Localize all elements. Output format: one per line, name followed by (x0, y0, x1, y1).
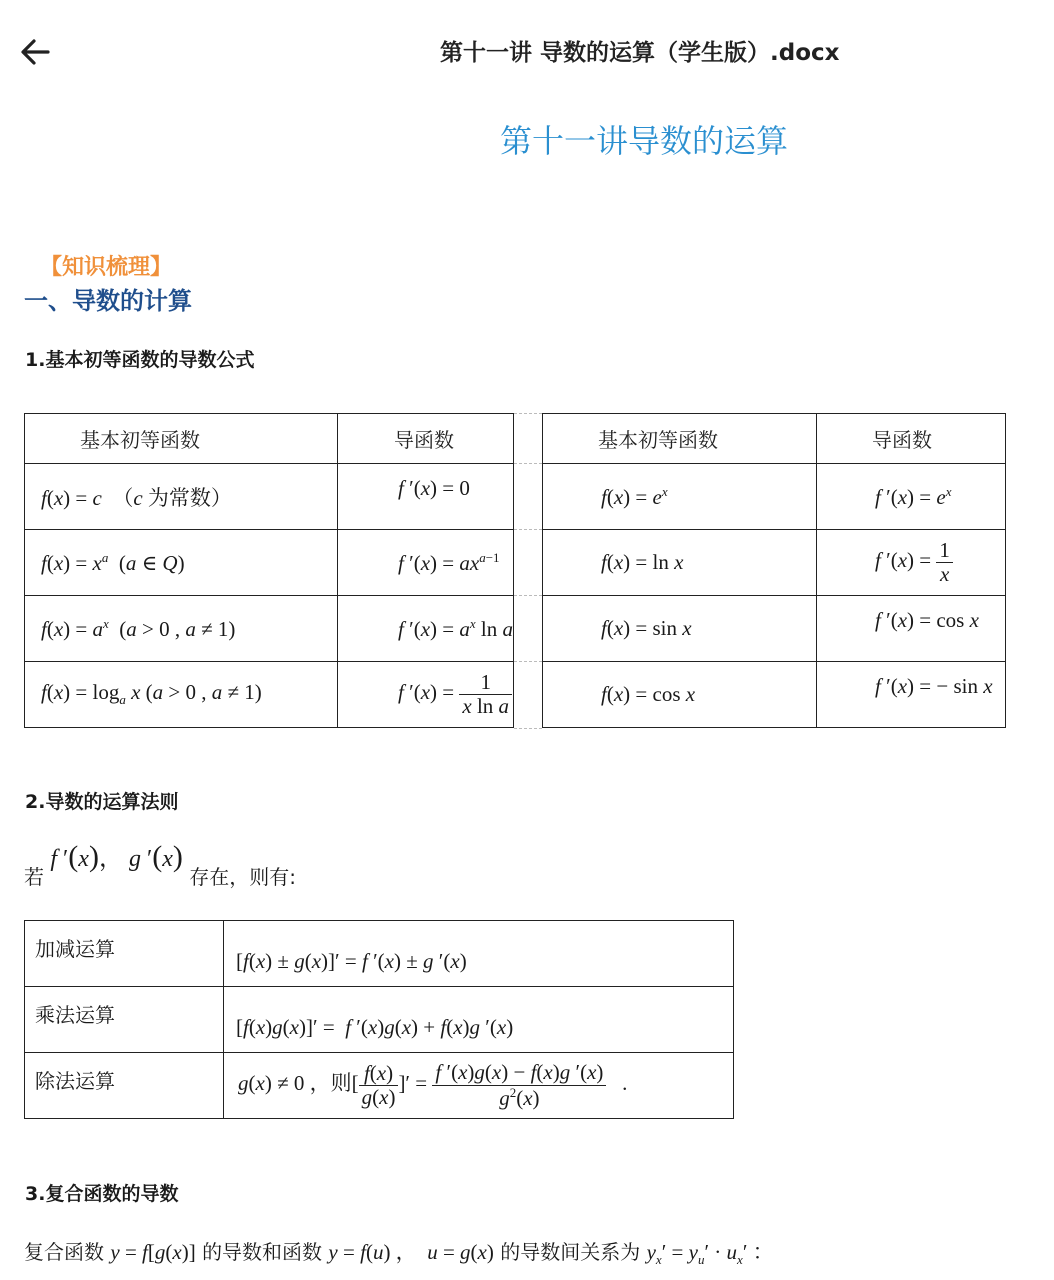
table-cell: f ′(x) = cos x (817, 596, 1006, 662)
table-header: 导函数 (817, 414, 1006, 464)
rule-name: 加减运算 (25, 921, 224, 987)
rule-formula: g(x) ≠ 0 ，则[ $\frac{f(x)}{g(x)}$ ]′ = $\frac{f '(x)g(x) - f(x)g '(x)}{g^2(x)}$ . (224, 1053, 734, 1119)
table-cell: f(x) = ln x (543, 530, 817, 596)
table-cell: $f(x) = x^a$ (a ∈ Q) (25, 530, 338, 596)
table-cell: $f(x) = \log_a x$ (a > 0 , a ≠ 1) (25, 662, 338, 728)
table-cell: f ′(x) = 0 (338, 464, 514, 530)
section-tag: 【知识梳理】 (40, 255, 173, 280)
composite-text-a: 复合函数 (24, 1240, 104, 1264)
rule-name: 除法运算 (25, 1053, 224, 1119)
table-cell: f(x) = sin x (543, 596, 817, 662)
basic-derivative-table-left (24, 413, 514, 728)
subheading-composite-derivative: 3.复合函数的导数 (25, 1183, 179, 1205)
basic-derivative-table-right (542, 413, 1006, 728)
rule-then: 则 (330, 1071, 352, 1096)
table-cell: f ′(x) = − sin x (817, 662, 1006, 728)
table-cell: f $'(x) = ax^{a-1}$ (338, 530, 514, 596)
table-cell: $f(x) = a^x$ (a > 0 , a ≠ 1) (25, 596, 338, 662)
section-heading: 一、导数的计算 (24, 287, 192, 315)
table-cell: f(x) = cos x (543, 662, 817, 728)
table-header: 基本初等函数 (25, 414, 338, 464)
subheading-basic-derivatives: 1.基本初等函数的导数公式 (25, 349, 255, 371)
rules-intro-prefix: 若 (24, 865, 44, 889)
rules-intro-suffix: 存在，则有: (189, 865, 296, 889)
file-title: 第十一讲 导数的运算（学生版）.docx (440, 40, 840, 66)
derivative-rules-table (24, 920, 734, 1119)
table-cell: $f(x) = e^x$ (543, 464, 817, 530)
composite-text-b: 的导数和函数 (202, 1240, 323, 1264)
rule-formula: [f(x) ± g(x)]′ = f ′(x) ± g ′(x) (224, 921, 734, 987)
rule-name: 乘法运算 (25, 987, 224, 1053)
rules-intro: 若 f ′(x)， g ′(x) 存在，则有: (24, 840, 296, 889)
table-header: 导函数 (338, 414, 514, 464)
arrow-left-icon (14, 30, 58, 74)
table-header: 基本初等函数 (543, 414, 817, 464)
table-cell: f $'(x) = a^x$ ln a (338, 596, 514, 662)
composite-paragraph: 复合函数 y = f[g(x)] 的导数和函数 y = f(u) ， u = g(x) 的导数间关系为 $y_x' = y_u' \cdot u_x'$ ： (24, 1240, 774, 1268)
table-cell: f(x) = c （c 为常数） (25, 464, 338, 530)
document-title: 第十一讲导数的运算 (500, 122, 789, 160)
table-cell: f ′(x) = $\frac{1}{x}$ (817, 530, 1006, 596)
constant-note: 为常数 (147, 485, 211, 510)
table-cell: f $'(x) = e^x$ (817, 464, 1006, 530)
back-button[interactable] (14, 30, 58, 74)
rule-formula: [f(x)g(x)]′ = f ′(x)g(x) + f(x)g ′(x) (224, 987, 734, 1053)
subheading-derivative-rules: 2.导数的运算法则 (25, 791, 179, 813)
composite-text-c: 的导数间关系为 (500, 1240, 641, 1264)
table-cell: f ′(x) = $\frac{1}{\text{x ln a}}$ (338, 662, 514, 728)
